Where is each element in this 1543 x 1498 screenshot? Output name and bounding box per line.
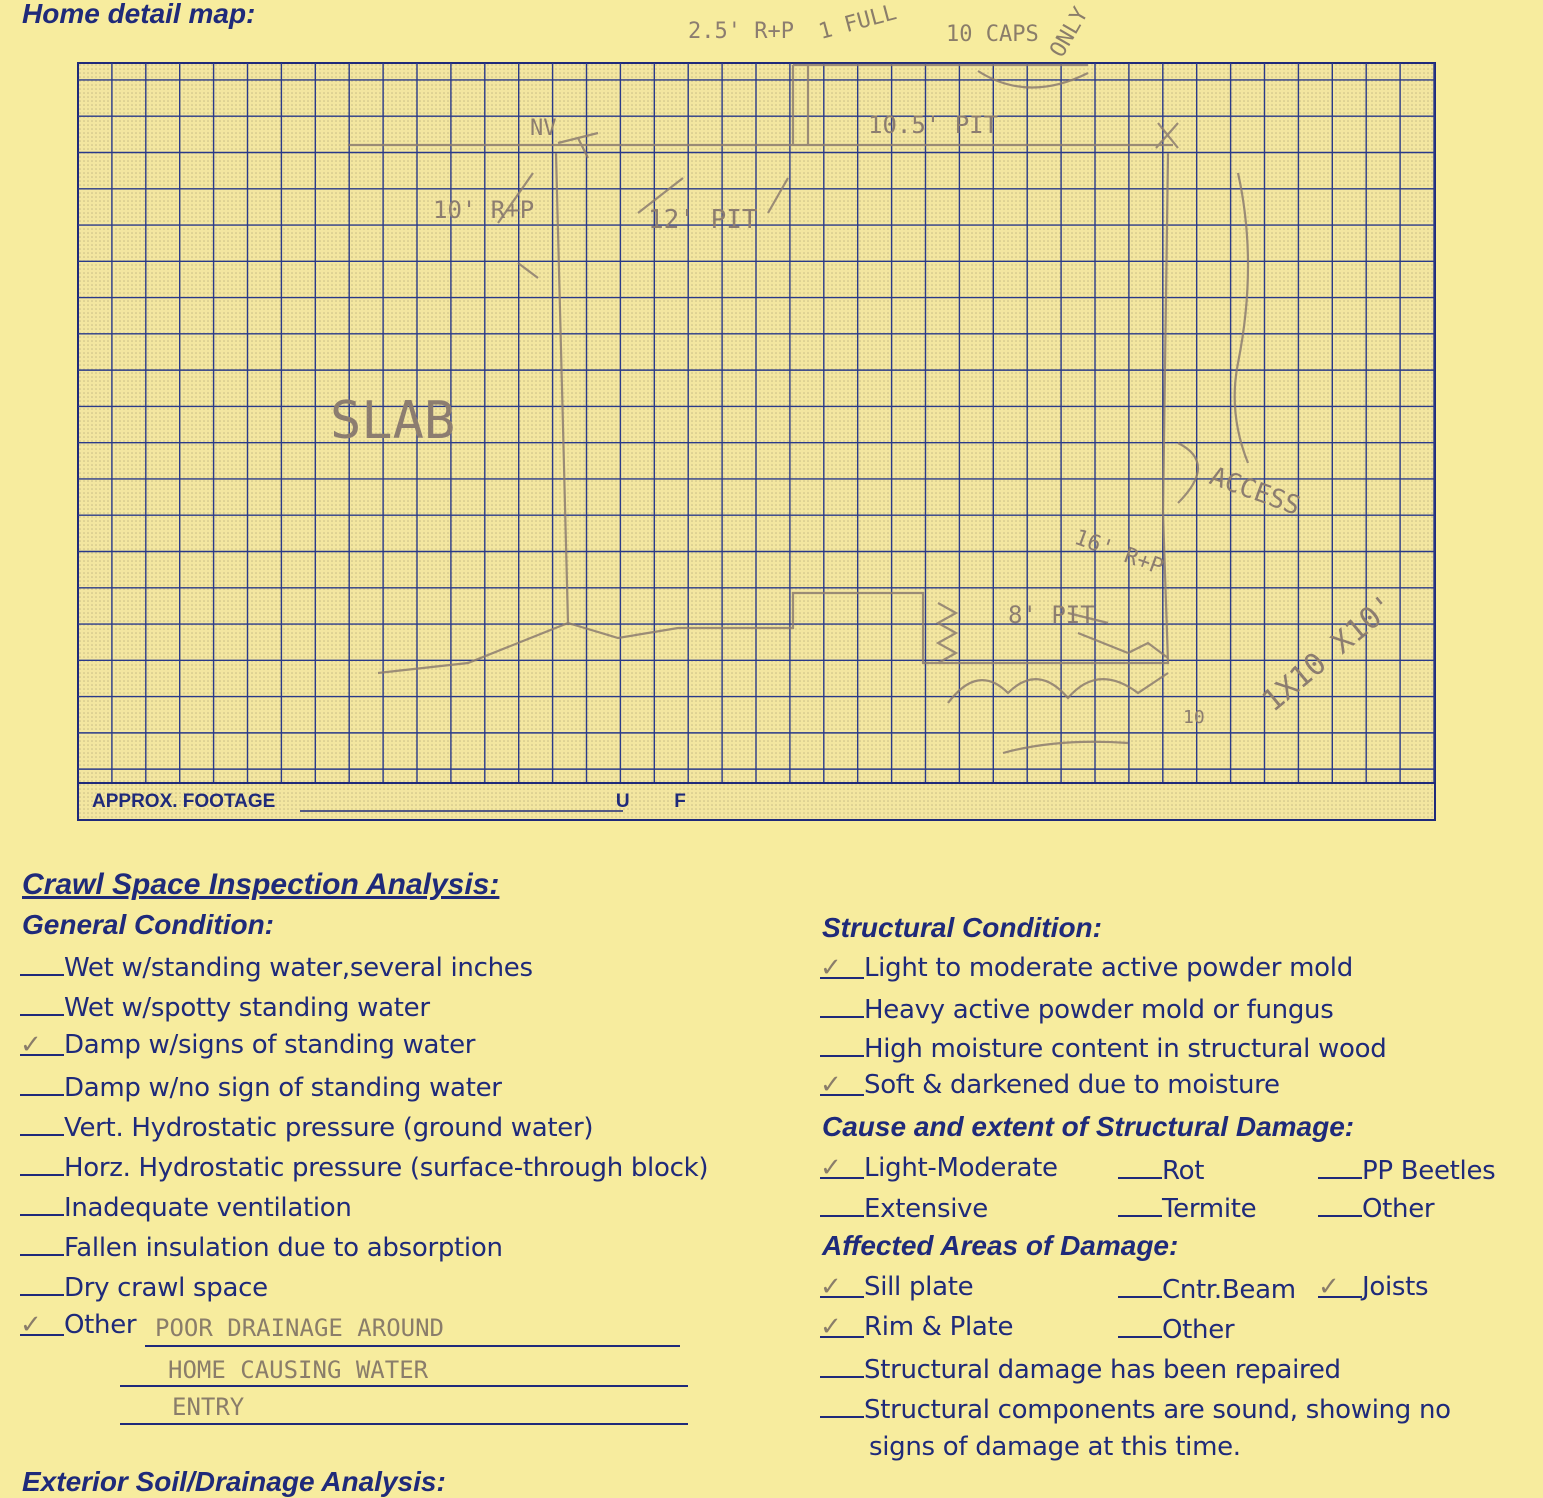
cause-heading: Cause and extent of Structural Damage: [822, 1111, 1355, 1142]
check-mark-icon: ✓ [820, 953, 842, 983]
top-rp-label: 2.5' R+P [688, 19, 794, 44]
affected-item-label: Sill plate [864, 1272, 974, 1302]
structural-item-checkbox[interactable] [820, 1031, 864, 1057]
slab-label: SLAB [330, 391, 456, 451]
affected-item-label: Other [1162, 1315, 1235, 1345]
affected-item-label: Joists [1362, 1272, 1429, 1302]
structural-item-checkbox[interactable] [820, 953, 864, 983]
ten-label: 10 [1183, 707, 1205, 728]
affected-item-label: Rim & Plate [864, 1312, 1014, 1342]
full-annotation: 1 FULL [816, 0, 900, 45]
structural-item-row[interactable] [820, 1031, 1386, 1064]
check-mark-icon: ✓ [820, 1070, 842, 1100]
general-item-checkbox[interactable] [20, 1310, 64, 1340]
general-item-checkbox[interactable] [20, 1230, 64, 1256]
general-item-label: Damp w/no sign of standing water [64, 1073, 502, 1103]
cause-item-checkbox[interactable] [1118, 1191, 1162, 1217]
general-item-checkbox[interactable] [20, 1270, 64, 1296]
other-line-1 [145, 1345, 680, 1347]
repaired-blank[interactable] [820, 1352, 864, 1378]
affected-item-checkbox[interactable] [1118, 1312, 1162, 1338]
unit-u: U [615, 791, 630, 812]
repaired-label: Structural damage has been repaired [864, 1355, 1341, 1385]
structural-heading: Structural Condition: [822, 912, 1102, 943]
pit12-label: 12' PIT [648, 205, 758, 235]
check-mark-icon: ✓ [20, 1030, 42, 1060]
sound-label-1: Structural components are sound, showing no [864, 1395, 1451, 1425]
pit8-label: 8' PIT [1008, 601, 1095, 629]
footage-label [92, 791, 686, 813]
general-item-checkbox[interactable] [20, 1150, 64, 1176]
affected-item-checkbox[interactable] [1118, 1272, 1162, 1298]
general-item-label: Vert. Hydrostatic pressure (ground water) [64, 1113, 594, 1143]
affected-item-row[interactable] [1118, 1312, 1234, 1345]
general-item-label: Fallen insulation due to absorption [64, 1233, 503, 1263]
only-annotation: ONLY [1045, 3, 1094, 62]
structural-item-label: Heavy active powder mold or fungus [864, 995, 1334, 1025]
other-text-1: POOR DRAINAGE AROUND [155, 1314, 444, 1342]
rp16-label: 16' R+P [1070, 525, 1167, 581]
affected-item-label: Cntr.Beam [1162, 1275, 1296, 1305]
general-item-row[interactable] [20, 1070, 502, 1103]
general-item-row[interactable] [20, 990, 430, 1023]
cause-item-label: Extensive [864, 1194, 988, 1224]
rp10-label: 10' R+P [433, 196, 535, 224]
structural-item-label: Light to moderate active powder mold [864, 953, 1353, 983]
affected-item-checkbox[interactable] [1318, 1272, 1362, 1302]
exterior-heading: Exterior Soil/Drainage Analysis: [22, 1466, 446, 1497]
cause-item-row[interactable] [1118, 1191, 1256, 1224]
map-title: Home detail map: [22, 0, 256, 29]
affected-item-row[interactable] [820, 1272, 973, 1302]
other-line-3 [120, 1423, 688, 1425]
other-text-2: HOME CAUSING WATER [168, 1356, 429, 1384]
unit-f: F [674, 791, 686, 812]
structural-item-checkbox[interactable] [820, 1070, 864, 1100]
general-heading: General Condition: [22, 909, 274, 940]
check-mark-icon: ✓ [20, 1310, 42, 1340]
general-item-row[interactable] [20, 950, 533, 983]
sound-blank[interactable] [820, 1392, 864, 1418]
structural-item-row[interactable] [820, 953, 1353, 983]
cause-item-label: Termite [1162, 1194, 1257, 1224]
general-item-row[interactable] [20, 1110, 593, 1143]
general-item-label: Damp w/signs of standing water [64, 1030, 476, 1060]
check-mark-icon: ✓ [820, 1153, 842, 1183]
structural-item-checkbox[interactable] [820, 992, 864, 1018]
cause-item-row[interactable] [1318, 1153, 1495, 1186]
cause-item-row[interactable] [820, 1153, 1058, 1183]
other-line-2 [120, 1385, 688, 1387]
general-item-checkbox[interactable] [20, 990, 64, 1016]
general-item-checkbox[interactable] [20, 950, 64, 976]
analysis-title: Crawl Space Inspection Analysis: [22, 868, 500, 901]
cause-item-checkbox[interactable] [820, 1153, 864, 1183]
pit10-label: 10.5' PIT [868, 111, 999, 139]
cause-item-checkbox[interactable] [820, 1191, 864, 1217]
general-item-row[interactable] [20, 1310, 136, 1340]
general-item-row[interactable] [20, 1190, 352, 1223]
affected-item-row[interactable] [1118, 1272, 1296, 1305]
general-item-label: Other [64, 1310, 137, 1340]
sound-label-2: signs of damage at this time. [869, 1432, 1241, 1462]
general-item-label: Wet w/spotty standing water [64, 993, 430, 1023]
general-item-label: Wet w/standing water,several inches [64, 953, 533, 983]
general-item-label: Horz. Hydrostatic pressure (surface-through block) [64, 1153, 709, 1183]
dims-label: 1X10 X10' [1255, 587, 1403, 720]
general-item-row[interactable] [20, 1230, 503, 1263]
nv-label: NV [530, 116, 557, 141]
other-text-3: ENTRY [172, 1393, 245, 1421]
affected-heading: Affected Areas of Damage: [822, 1230, 1179, 1261]
cause-item-checkbox[interactable] [1318, 1191, 1362, 1217]
affected-item-row[interactable] [820, 1312, 1013, 1342]
repaired-row[interactable] [820, 1352, 1341, 1385]
check-mark-icon: ✓ [820, 1312, 842, 1342]
structural-item-row[interactable] [820, 1070, 1280, 1100]
affected-item-checkbox[interactable] [820, 1272, 864, 1302]
structural-item-label: Soft & darkened due to moisture [864, 1070, 1280, 1100]
structural-item-label: High moisture content in structural wood [864, 1034, 1387, 1064]
cause-item-label: Other [1362, 1194, 1435, 1224]
general-item-checkbox[interactable] [20, 1190, 64, 1216]
cause-item-checkbox[interactable] [1118, 1153, 1162, 1179]
check-mark-icon: ✓ [1318, 1272, 1340, 1302]
general-item-checkbox[interactable] [20, 1110, 64, 1136]
access-label: ACCESS [1205, 461, 1305, 522]
general-item-checkbox[interactable] [20, 1030, 64, 1060]
footage-text: APPROX. FOOTAGE [92, 791, 276, 812]
general-item-label: Inadequate ventilation [64, 1193, 352, 1223]
cause-item-row[interactable] [820, 1191, 988, 1224]
general-item-checkbox[interactable] [20, 1070, 64, 1096]
affected-item-checkbox[interactable] [820, 1312, 864, 1342]
cause-item-label: PP Beetles [1362, 1156, 1496, 1186]
cause-item-label: Rot [1162, 1156, 1205, 1186]
sound-row-2 [869, 1432, 1241, 1462]
check-mark-icon: ✓ [820, 1272, 842, 1302]
affected-item-row[interactable] [1318, 1272, 1428, 1302]
cause-item-row[interactable] [1318, 1191, 1434, 1224]
caps-annotation: 10 CAPS [946, 22, 1039, 47]
general-item-label: Dry crawl space [64, 1273, 268, 1303]
structural-item-row[interactable] [820, 992, 1333, 1025]
general-item-row[interactable] [20, 1270, 268, 1303]
cause-item-checkbox[interactable] [1318, 1153, 1362, 1179]
general-item-row[interactable] [20, 1150, 708, 1183]
general-item-row[interactable] [20, 1030, 475, 1060]
sound-row[interactable] [820, 1392, 1451, 1425]
cause-item-row[interactable] [1118, 1153, 1204, 1186]
cause-item-label: Light-Moderate [864, 1153, 1058, 1183]
